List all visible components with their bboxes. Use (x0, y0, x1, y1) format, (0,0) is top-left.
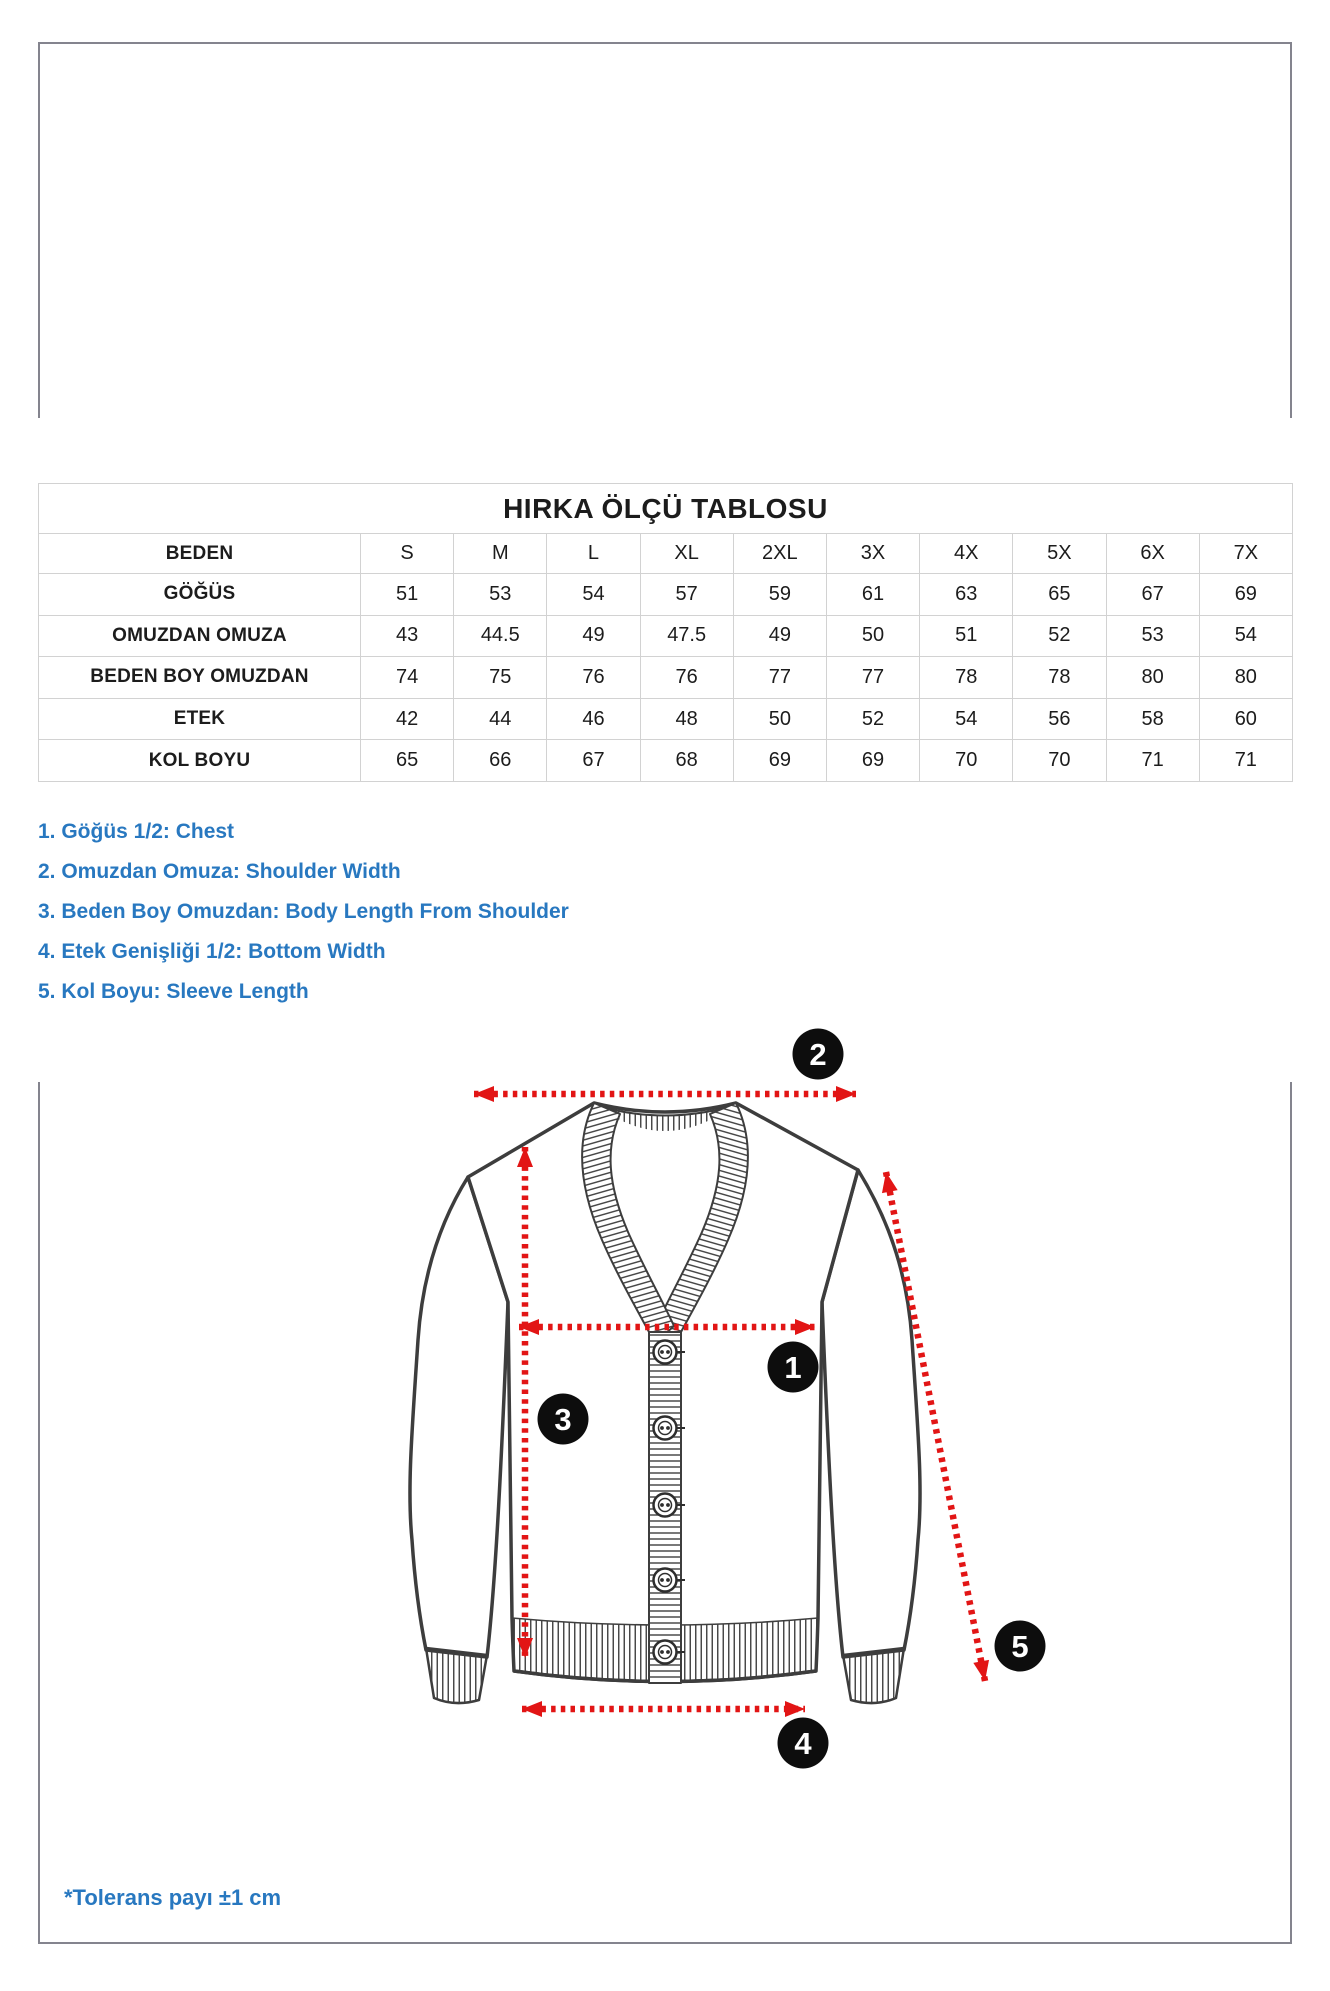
measure-value: 44.5 (454, 615, 547, 657)
size-col-header: 5X (1013, 534, 1106, 574)
table-title: HIRKA ÖLÇÜ TABLOSU (39, 484, 1293, 534)
measure-value: 46 (547, 698, 640, 740)
right-cuff (843, 1648, 904, 1703)
measure-value: 54 (920, 698, 1013, 740)
measure-value: 80 (1106, 657, 1199, 699)
table-title-row (39, 484, 1293, 534)
marker-2-label: 2 (809, 1037, 827, 1072)
tolerance-footnote: *Tolerans payı ±1 cm (64, 1885, 282, 1910)
measure-value: 78 (920, 657, 1013, 699)
size-col-header: 2XL (733, 534, 826, 574)
measure-value: 63 (920, 574, 1013, 616)
marker-3 (538, 1394, 589, 1445)
marker-4-label: 4 (794, 1726, 812, 1761)
measure-value: 69 (826, 740, 919, 782)
measure-value: 59 (733, 574, 826, 616)
size-col-header: XL (640, 534, 733, 574)
legend-item: 2. Omuzdan Omuza: Shoulder Width (38, 860, 401, 883)
measure-value: 42 (361, 698, 454, 740)
marker-1-label: 1 (784, 1350, 802, 1385)
size-col-header: S (361, 534, 454, 574)
measure-value: 71 (1199, 740, 1292, 782)
size-col-header: M (454, 534, 547, 574)
size-col-header: 3X (826, 534, 919, 574)
measure-value: 47.5 (640, 615, 733, 657)
measure-value: 44 (454, 698, 547, 740)
measure-value: 69 (1199, 574, 1292, 616)
row-label: ETEK (39, 698, 361, 740)
measure-value: 70 (920, 740, 1013, 782)
measure-value: 52 (1013, 615, 1106, 657)
row-label: BEDEN BOY OMUZDAN (39, 657, 361, 699)
measure-value: 60 (1199, 698, 1292, 740)
table-row (39, 574, 1293, 616)
measure-value: 52 (826, 698, 919, 740)
measure-value: 48 (640, 698, 733, 740)
row-label: OMUZDAN OMUZA (39, 615, 361, 657)
marker-1 (768, 1342, 819, 1393)
size-header-label: BEDEN (39, 534, 361, 574)
measure-value: 51 (361, 574, 454, 616)
measure-value: 71 (1106, 740, 1199, 782)
legend-item: 4. Etek Genişliği 1/2: Bottom Width (38, 940, 386, 963)
measure-value: 77 (826, 657, 919, 699)
marker-5-label: 5 (1011, 1629, 1029, 1664)
measure-value: 66 (454, 740, 547, 782)
product-photo-frame (38, 42, 1292, 418)
measure-value: 54 (547, 574, 640, 616)
measure-value: 77 (733, 657, 826, 699)
marker-2 (793, 1029, 844, 1080)
measure-value: 67 (547, 740, 640, 782)
size-col-header: 6X (1106, 534, 1199, 574)
measure-value: 78 (1013, 657, 1106, 699)
measure-value: 58 (1106, 698, 1199, 740)
measure-value: 76 (547, 657, 640, 699)
measure-value: 57 (640, 574, 733, 616)
legend-list (38, 812, 569, 1012)
measure-value: 65 (1013, 574, 1106, 616)
row-label: GÖĞÜS (39, 574, 361, 616)
measure-value: 56 (1013, 698, 1106, 740)
measure-value: 74 (361, 657, 454, 699)
row-label: KOL BOYU (39, 740, 361, 782)
measure-value: 43 (361, 615, 454, 657)
table-row (39, 740, 1293, 782)
measure-value: 51 (920, 615, 1013, 657)
marker-4 (778, 1718, 829, 1769)
size-col-header: 4X (920, 534, 1013, 574)
measure-value: 49 (733, 615, 826, 657)
table-row (39, 698, 1293, 740)
measure-value: 53 (454, 574, 547, 616)
measure-value: 61 (826, 574, 919, 616)
table-row (39, 657, 1293, 699)
measure-value: 50 (733, 698, 826, 740)
measure-value: 80 (1199, 657, 1292, 699)
size-table (38, 483, 1293, 782)
measure-value: 76 (640, 657, 733, 699)
measure-value: 68 (640, 740, 733, 782)
measure-value: 50 (826, 615, 919, 657)
measure-value: 54 (1199, 615, 1292, 657)
legend-item: 3. Beden Boy Omuzdan: Body Length From Shoulder (38, 900, 569, 923)
measure-value: 70 (1013, 740, 1106, 782)
legend-item: 5. Kol Boyu: Sleeve Length (38, 980, 309, 1003)
marker-5 (995, 1621, 1046, 1672)
size-col-header: L (547, 534, 640, 574)
marker-3-label: 3 (554, 1402, 572, 1437)
measure-value: 67 (1106, 574, 1199, 616)
legend-item: 1. Göğüs 1/2: Chest (38, 820, 235, 843)
measure-value: 75 (454, 657, 547, 699)
table-row (39, 615, 1293, 657)
measure-value: 49 (547, 615, 640, 657)
left-cuff (426, 1648, 487, 1703)
size-header-row (39, 534, 1293, 574)
cardigan-diagram (38, 1000, 1292, 1944)
measure-value: 53 (1106, 615, 1199, 657)
size-col-header: 7X (1199, 534, 1292, 574)
measure-value: 65 (361, 740, 454, 782)
measure-value: 69 (733, 740, 826, 782)
